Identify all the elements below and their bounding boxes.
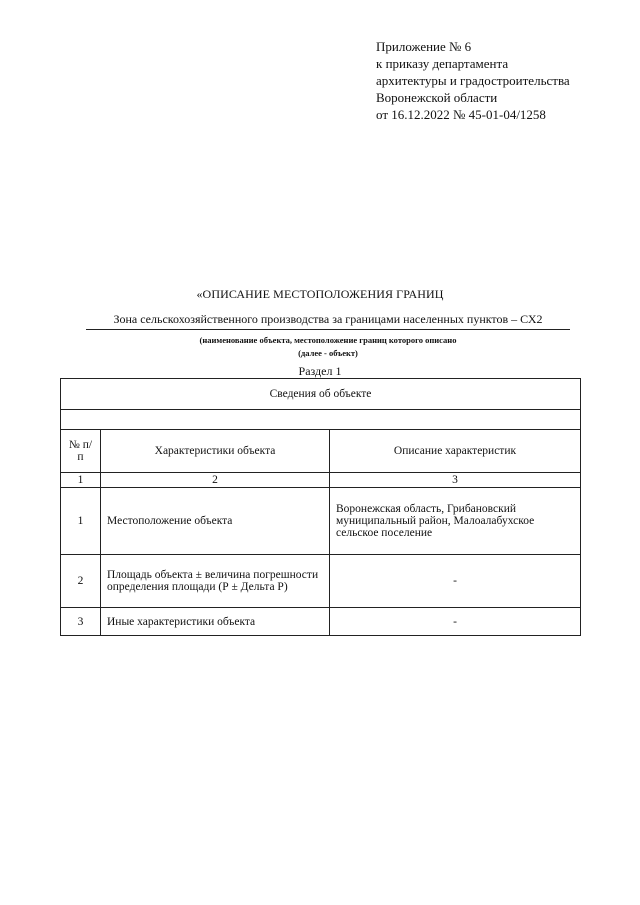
column-number: 1	[61, 473, 101, 488]
appendix-block	[376, 38, 570, 123]
table-row	[61, 608, 581, 636]
row-num: 2	[61, 555, 101, 608]
table-row	[61, 555, 581, 608]
table-spacer-row	[61, 410, 581, 430]
row-characteristic: Местоположение объекта	[101, 488, 330, 555]
appendix-line: Приложение № 6	[376, 39, 472, 54]
row-description: Воронежская область, Грибановский муниципальный район, Малоалабухское сельское поселение	[330, 488, 581, 555]
appendix-line: от 16.12.2022 № 45-01-04/1258	[376, 107, 546, 122]
object-name: Зона сельскохозяйственного производства за границами населенных пунктов – СХ2	[86, 312, 570, 330]
row-characteristic: Площадь объекта ± величина погрешности определения площади (Р ± Дельта Р)	[101, 555, 330, 608]
table-header-row	[61, 379, 581, 410]
row-characteristic: Иные характеристики объекта	[101, 608, 330, 636]
column-number: 2	[101, 473, 330, 488]
row-description: -	[330, 608, 581, 636]
document-title: «ОПИСАНИЕ МЕСТОПОЛОЖЕНИЯ ГРАНИЦ	[196, 287, 444, 301]
table-header: Сведения об объекте	[61, 379, 581, 410]
object-name-caption-2: (далее - объект)	[298, 348, 358, 358]
section-label: Раздел 1	[298, 364, 342, 378]
row-num: 1	[61, 488, 101, 555]
appendix-line: к приказу департамента	[376, 56, 509, 71]
appendix-line: Воронежской области	[376, 90, 498, 105]
table-row	[61, 488, 581, 555]
appendix-line: архитектуры и градостроительства	[376, 73, 570, 88]
column-header-row	[61, 430, 581, 473]
table-spacer-cell	[61, 410, 581, 430]
row-num: 3	[61, 608, 101, 636]
object-name-caption: (наименование объекта, местоположение границ которого описано	[199, 335, 457, 345]
column-header-characteristic: Характеристики объекта	[101, 430, 330, 473]
column-header-description: Описание характеристик	[330, 430, 581, 473]
row-description: -	[330, 555, 581, 608]
object-info-table	[60, 378, 581, 636]
column-number-row	[61, 473, 581, 488]
column-number: 3	[330, 473, 581, 488]
column-header-num: № п/п	[61, 430, 101, 473]
